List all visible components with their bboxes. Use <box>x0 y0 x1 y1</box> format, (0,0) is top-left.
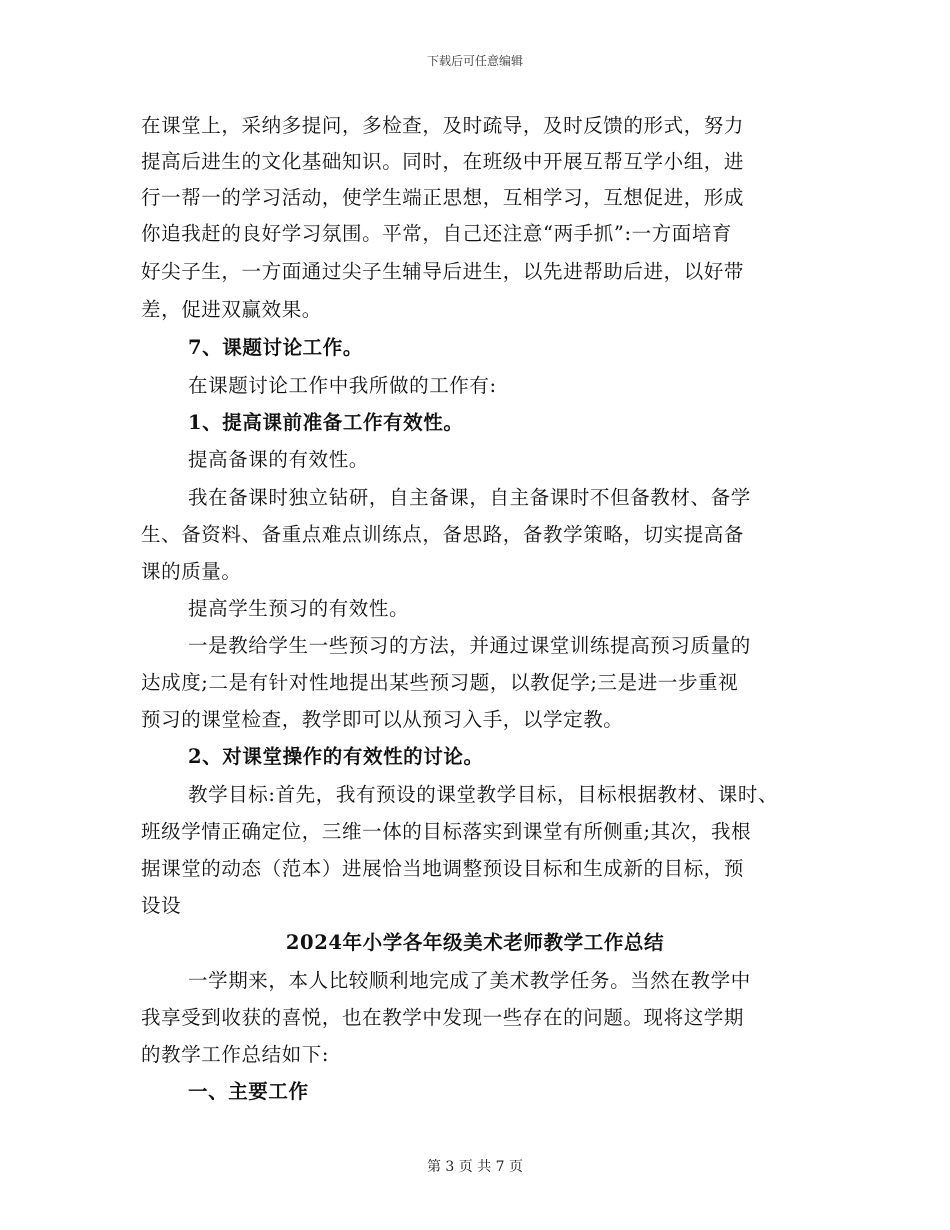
body-line: 提高后进生的文化基础知识。同时，在班级中开展互帮互学小组，进 <box>141 150 745 173</box>
body-line: 班级学情正确定位，三维一体的目标落实到课堂有所侧重;其次，我根 <box>141 820 752 843</box>
body-line: 预习的课堂检查，教学即可以从预习入手，以学定教。 <box>141 708 624 731</box>
body-line: 教学目标:首先，我有预设的课堂教学目标，目标根据教材、课时、 <box>188 783 779 806</box>
body-line: 我在备课时独立钻研，自主备课，自主备课时不但备教材、备学 <box>188 486 751 509</box>
body-line: 生、备资料、备重点难点训练点，备思路，备教学策略，切实提高备 <box>141 523 745 546</box>
section-heading: 7、课题讨论工作。 <box>188 336 363 359</box>
body-line: 在课题讨论工作中我所做的工作有: <box>188 374 497 397</box>
body-line: 提高备课的有效性。 <box>188 448 369 471</box>
body-line: 在课堂上，采纳多提问，多检查，及时疏导，及时反馈的形式，努力 <box>141 114 745 137</box>
body-line: 好尖子生，一方面通过尖子生辅导后进生，以先进帮助后进，以好带 <box>141 260 745 283</box>
page-number: 第 3 页 共 7 页 <box>426 1159 524 1175</box>
body-line: 一是教给学生一些预习的方法，并通过课堂训练提高预习质量的 <box>188 634 751 657</box>
body-line: 提高学生预习的有效性。 <box>188 597 410 620</box>
body-line: 设设 <box>141 894 182 917</box>
body-line: 据课堂的动态（范本）进展恰当地调整预设目标和生成新的目标，预 <box>141 857 745 880</box>
body-line: 你追我赶的良好学习氛围。平常，自己还注意“两手抓”:一方面培育 <box>141 222 733 245</box>
body-line: 达成度;二是有针对性地提出某些预习题，以教促学;三是进一步重视 <box>141 671 739 694</box>
body-line: 课的质量。 <box>141 560 242 583</box>
section-heading: 1、提高课前准备工作有效性。 <box>188 411 464 434</box>
page-header-note: 下载后可任意编辑 <box>426 54 523 68</box>
body-line: 行一帮一的学习活动，使学生端正思想，互相学习，互想促进，形成 <box>141 186 745 209</box>
section-heading: 一、主要工作 <box>188 1080 309 1103</box>
body-line: 差，促进双赢效果。 <box>141 298 322 321</box>
body-line: 一学期来，本人比较顺利地完成了美术教学任务。当然在教学中 <box>188 969 751 992</box>
section-heading: 2、对课堂操作的有效性的讨论。 <box>188 745 484 768</box>
body-line: 我享受到收获的喜悦，也在教学中发现一些存在的问题。现将这学期 <box>141 1006 745 1029</box>
document-title: 2024年小学各年级美术老师教学工作总结 <box>285 931 665 954</box>
body-line: 的教学工作总结如下: <box>141 1043 330 1066</box>
